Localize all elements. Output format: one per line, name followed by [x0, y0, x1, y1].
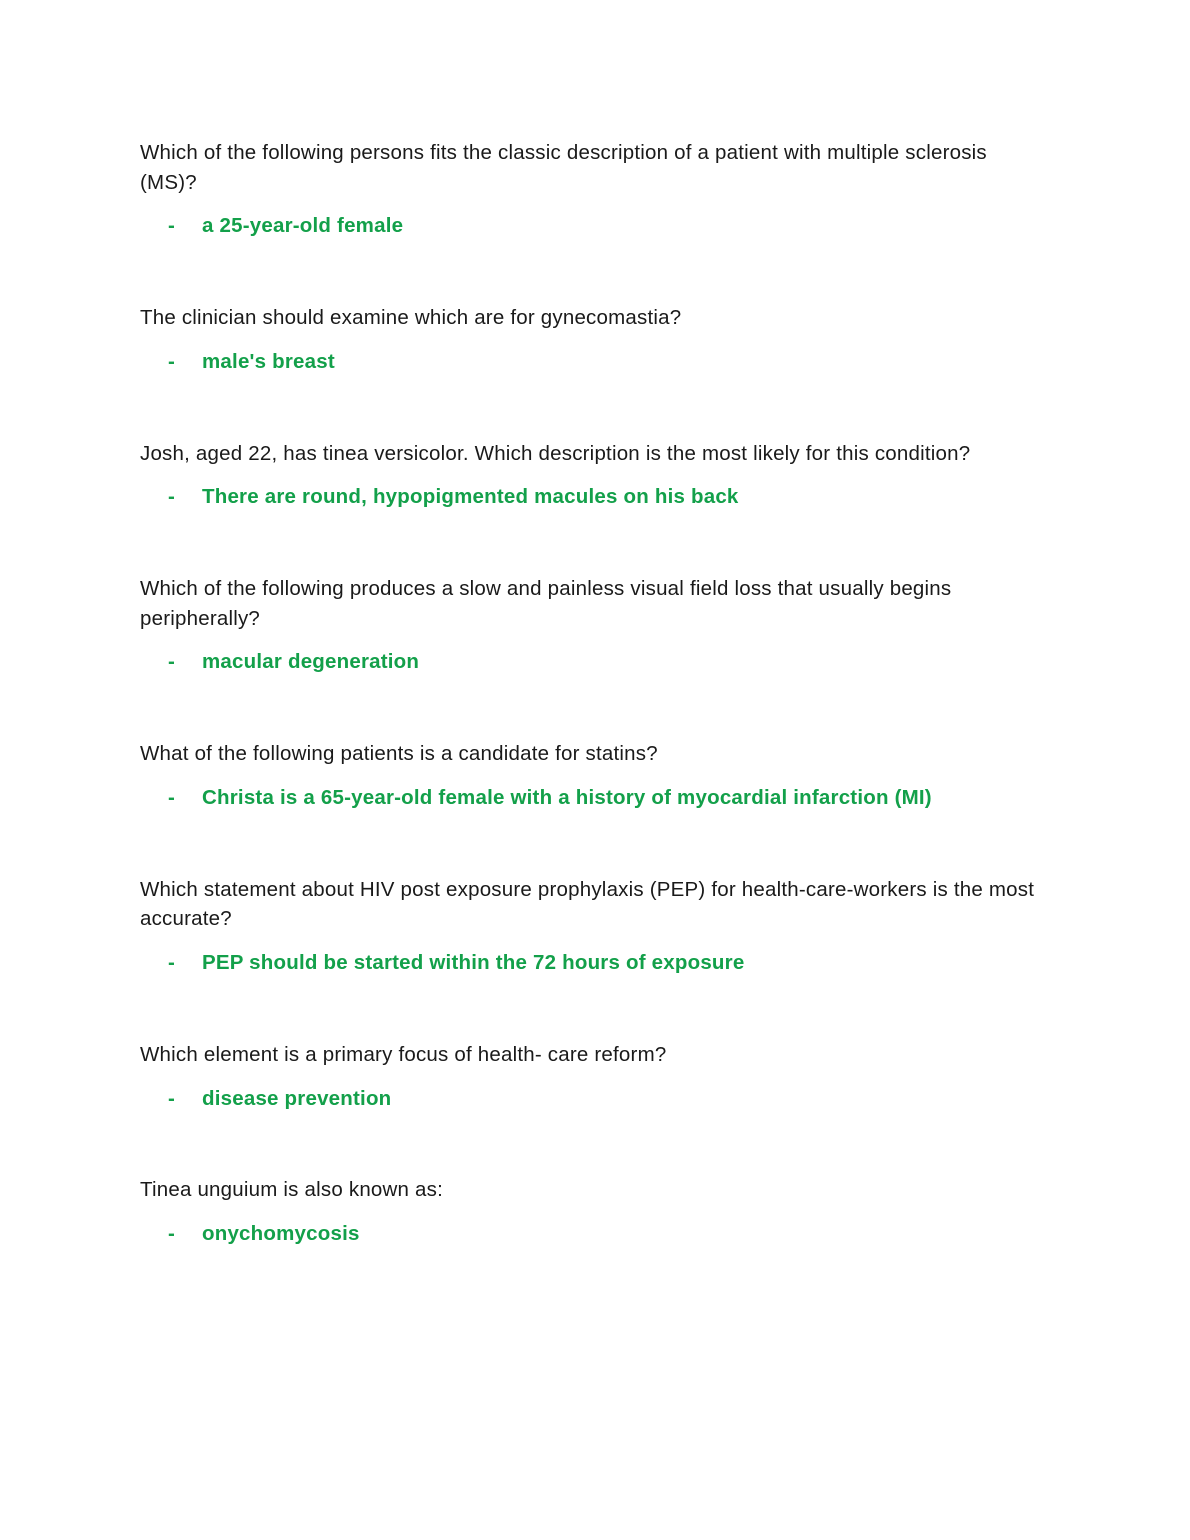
question-text: What of the following patients is a candidate for statins? — [140, 742, 658, 766]
qa-block — [140, 303, 1040, 376]
question-text: Which statement about HIV post exposure prophylaxis (PEP) for health-care-workers is the most accurate? — [140, 877, 1035, 931]
answer-text: a 25-year-old female — [202, 214, 404, 238]
answer-text: PEP should be started within the 72 hours of exposure — [202, 951, 745, 975]
qa-block — [140, 574, 1040, 677]
answer-bullet-icon: - — [168, 650, 175, 674]
question-text: The clinician should examine which are for gynecomastia? — [140, 306, 682, 330]
qa-block — [140, 1175, 1040, 1248]
question-text: Josh, aged 22, has tinea versicolor. Which description is the most likely for this condition? — [140, 441, 971, 465]
answer-bullet-icon: - — [168, 1221, 175, 1245]
qa-block — [140, 1040, 1040, 1113]
answer-row — [168, 647, 1040, 677]
answer-text: onychomycosis — [202, 1221, 360, 1245]
answer-text: disease prevention — [202, 1086, 392, 1110]
answer-row — [168, 347, 1040, 377]
answer-text: Christa is a 65-year-old female with a history of myocardial infarction (MI) — [202, 785, 932, 809]
question-text: Which of the following produces a slow and painless visual field loss that usually begins peripherally? — [140, 577, 952, 630]
answer-row — [168, 211, 1040, 241]
answer-row — [168, 948, 1040, 978]
answer-row — [168, 783, 1040, 813]
answer-row — [168, 1084, 1040, 1114]
answer-text: macular degeneration — [202, 650, 420, 674]
answer-bullet-icon: - — [168, 485, 175, 509]
answer-bullet-icon: - — [168, 214, 175, 238]
answer-bullet-icon: - — [168, 349, 175, 373]
answer-row — [168, 482, 1040, 512]
answer-row — [168, 1219, 1040, 1249]
answer-bullet-icon: - — [168, 951, 175, 975]
answer-text: male's breast — [202, 349, 335, 373]
answer-text: There are round, hypopigmented macules on his back — [202, 485, 739, 509]
qa-block — [140, 875, 1040, 978]
question-text: Which of the following persons fits the classic description of a patient with multiple sclerosis (MS)? — [140, 141, 987, 194]
question-text: Tinea unguium is also known as: — [140, 1178, 444, 1202]
qa-block — [140, 739, 1040, 812]
answer-bullet-icon: - — [168, 1086, 175, 1110]
qa-block — [140, 138, 1040, 241]
question-text: Which element is a primary focus of health- care reform? — [140, 1042, 667, 1066]
qa-block — [140, 439, 1040, 512]
answer-bullet-icon: - — [168, 785, 175, 809]
